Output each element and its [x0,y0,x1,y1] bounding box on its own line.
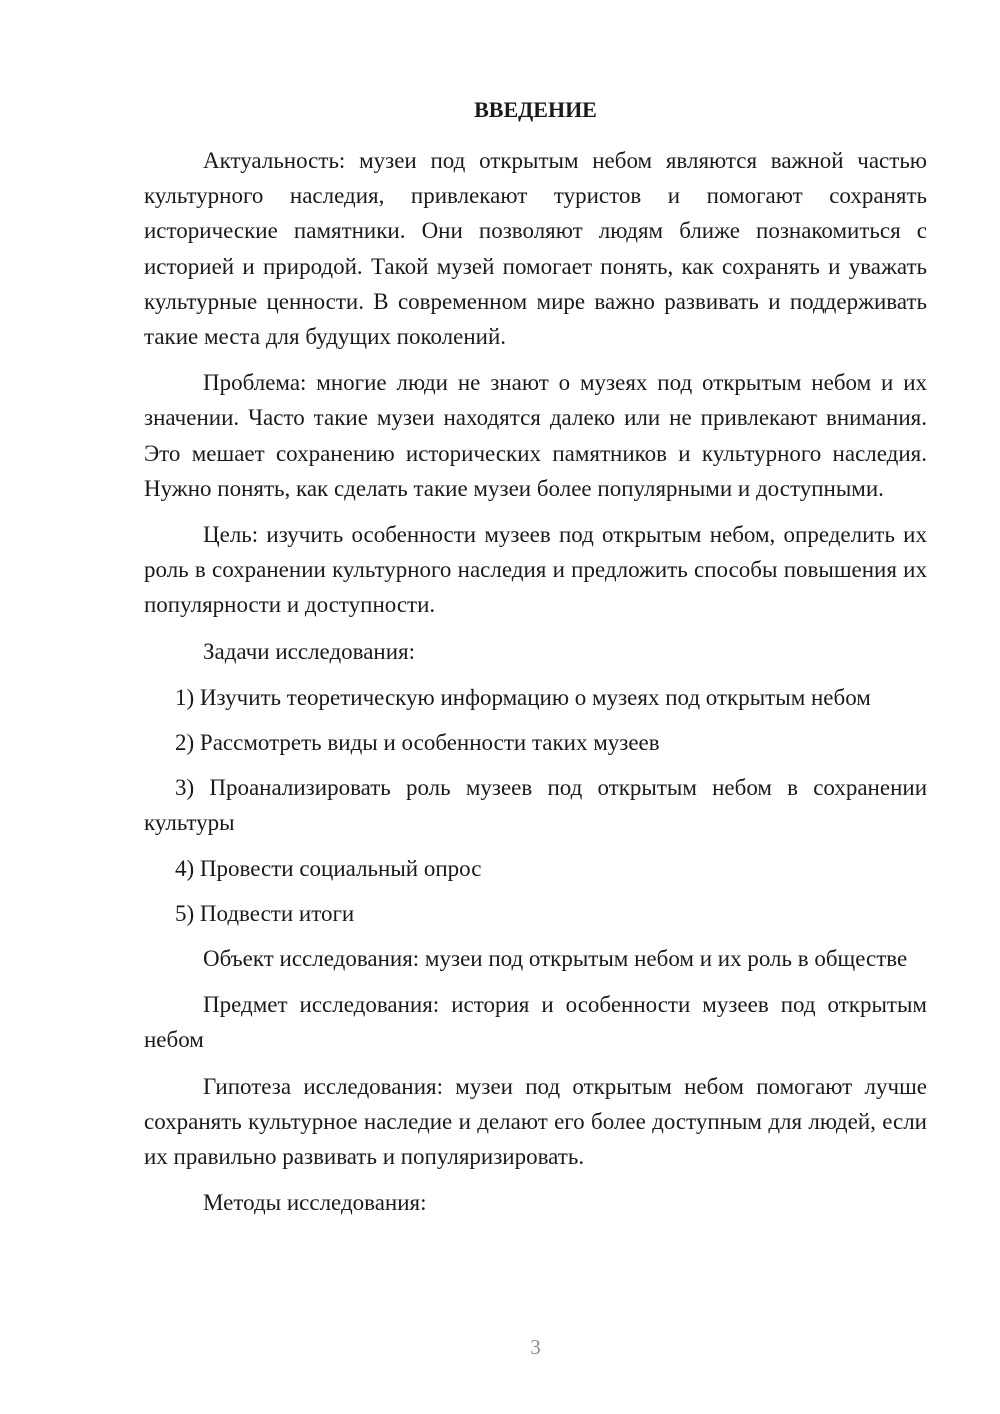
page-number: 3 [530,1335,541,1359]
paragraph-goal: Цель: изучить особенности музеев под открытым небом, определить их роль в сохранении культурного наследия и предложить способы повышения их популярности и доступности. [144,522,927,618]
paragraph-hypothesis: Гипотеза исследования: музеи под открытым небом помогают лучше сохранять культурное наследие и делают его более доступным для людей, если их правильно развивать и популяризировать. [144,1073,927,1170]
task-item-5: 5) Подвести итоги [175,900,355,926]
paragraph-problem: Проблема: многие люди не знают о музеях под открытым небом и их значении. Часто такие музеи находятся далеко или не привлекают внимания. Это мешает сохранению исторических памятников и культурного наследия. Нужно понять, как сделать такие музеи более популярными и доступными. [144,370,927,501]
paragraph-tasks-heading: Задачи исследования: [203,638,416,664]
paragraph-subject: Предмет исследования: история и особенности музеев под открытым небом [144,992,927,1053]
task-item-2: 2) Рассмотреть виды и особенности таких музеев [175,730,660,756]
document-body [144,143,927,1220]
paragraph-relevance: Актуальность: музеи под открытым небом являются важной частью культурного наследия, привлекают туристов и помогают сохранять исторические памятники. Они позволяют людям ближе познакомиться с историей и природой. Такой музей помогает понять, как сохранять и уважать культурные ценности. В современном мире важно развивать и поддерживать такие места для будущих поколений. [144,148,927,350]
paragraph-object: Объект исследования: музеи под открытым небом и их роль в обществе [203,946,908,972]
page-title: ВВЕДЕНИЕ [474,97,597,122]
task-item-4: 4) Провести социальный опрос [175,855,482,881]
task-item-3: 3) Проанализировать роль музеев под открытым небом в сохранении культуры [144,775,927,836]
paragraph-methods: Методы исследования: [203,1190,427,1216]
task-item-1: 1) Изучить теоретическую информацию о музеях под открытым небом [175,684,871,710]
